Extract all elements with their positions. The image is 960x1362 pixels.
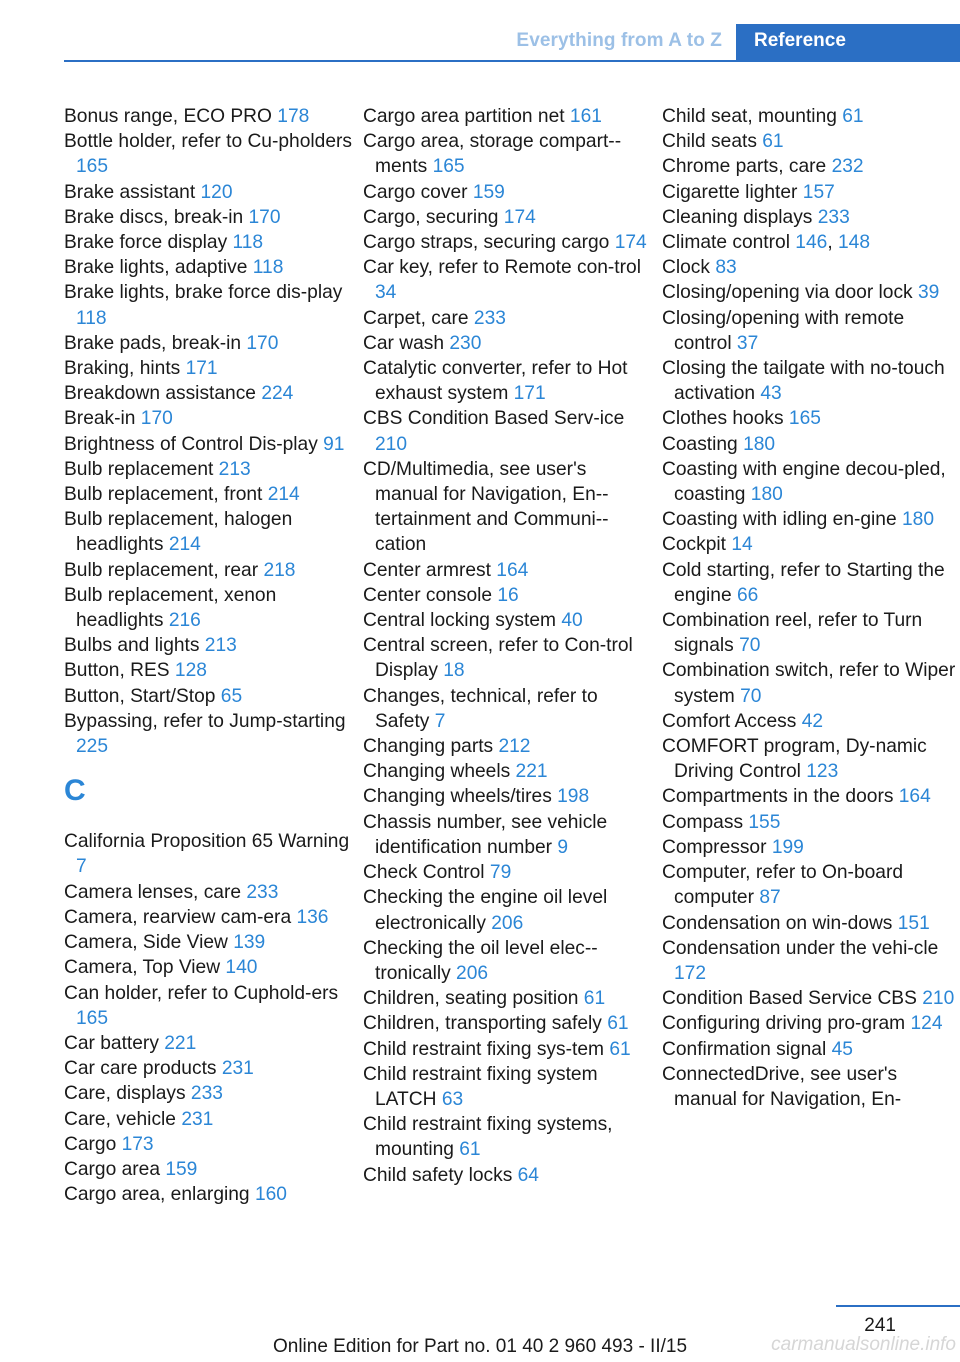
page-link[interactable]: 214 (168, 534, 201, 556)
index-entry (64, 633, 354, 658)
index-entry-text: Chassis number, see vehicle identification number (363, 811, 608, 858)
index-entry (64, 280, 354, 330)
page-link[interactable]: 178 (277, 106, 310, 127)
page-link[interactable]: 157 (802, 181, 835, 203)
index-entry (64, 1157, 354, 1182)
page-link[interactable]: 66 (736, 584, 759, 606)
index-entry (662, 1037, 958, 1062)
index-entry-text: Climate control (662, 232, 796, 254)
index-entry-text: Compass (662, 811, 749, 833)
index-entry (662, 1062, 958, 1112)
page-link[interactable]: 61 (607, 1013, 629, 1035)
page-link[interactable]: 9 (557, 836, 569, 858)
index-entry (662, 129, 958, 154)
index-entry-text: Camera, Side View (64, 932, 234, 954)
index-entry-text: Brightness of Control Dis‑play (64, 433, 324, 455)
page-link[interactable]: 118 (232, 232, 264, 254)
page-link[interactable]: 155 (748, 811, 781, 833)
page-link[interactable]: 43 (760, 383, 782, 405)
page-link[interactable]: 161 (569, 106, 602, 127)
page-link[interactable]: 171 (513, 383, 546, 405)
index-entry-text: Changes, technical, refer to Safety (363, 685, 598, 732)
index-entry-text: Computer, refer to On-board computer (662, 862, 904, 909)
index-entry-text: Bulb replacement, front (64, 484, 268, 506)
index-entry-text: Combination switch, refer to Wiper system (662, 660, 956, 707)
index-entry-text: Braking, hints (64, 358, 186, 380)
page-link[interactable]: 61 (583, 988, 606, 1010)
index-entry (64, 1107, 354, 1132)
index-entry-text: Child restraint fixing systems, mounting (363, 1114, 613, 1161)
index-entry-text: Changing wheels/tires (363, 786, 558, 808)
page-link[interactable]: 199 (771, 836, 804, 858)
index-entry (363, 860, 653, 885)
index-entry (363, 784, 653, 809)
index-entry (64, 381, 354, 406)
index-entry (363, 255, 653, 305)
index-entry-text: Configuring driving pro‑gram (662, 1013, 911, 1035)
page-link[interactable]: 79 (489, 862, 512, 884)
index-entry (363, 759, 653, 784)
index-entry (662, 558, 958, 608)
index-entry-text: CD/Multimedia, see user's manual for Navigation, En‑tertainment and Communi‑cation (363, 458, 609, 556)
index-entry-text: Brake discs, break-in (64, 206, 249, 228)
index-entry (662, 306, 958, 356)
page-link[interactable]: 14 (731, 534, 753, 556)
index-entry-text: California Proposition 65 Warning (64, 831, 350, 853)
page-link[interactable]: 171 (185, 358, 218, 380)
index-entry (662, 280, 958, 305)
index-entry (64, 930, 354, 955)
page-link[interactable]: 45 (831, 1038, 853, 1060)
index-entry (363, 129, 653, 179)
index-entry (662, 205, 958, 230)
page-link[interactable]: 233 (473, 307, 506, 329)
index-entry (363, 608, 653, 633)
index-entry-text: Bulb replacement, rear (64, 559, 264, 581)
index-entry (64, 205, 354, 230)
page-link[interactable]: 214 (267, 484, 300, 506)
index-entry (64, 180, 354, 205)
index-entry-text: Car care products (64, 1058, 222, 1080)
index-entry-text: Cleaning displays (662, 206, 818, 228)
index-entry-text: Compressor (662, 836, 772, 858)
index-entry (64, 129, 354, 179)
page-link[interactable]: 7 (76, 856, 87, 878)
index-entry-text: Cargo cover (363, 181, 473, 203)
page-link[interactable]: 216 (168, 610, 201, 632)
page-link[interactable]: 213 (204, 635, 237, 657)
index-entry-text: Care, displays (64, 1083, 191, 1105)
page-link[interactable]: 174 (614, 232, 647, 254)
page-link[interactable]: 164 (898, 786, 931, 808)
index-entry (64, 709, 354, 759)
index-entry-text: Cargo area partition net (363, 106, 570, 127)
page-link[interactable]: 232 (831, 156, 864, 178)
index-entry-text: Can holder, refer to Cuphold‑ers (64, 982, 339, 1004)
page-link[interactable]: 118 (76, 307, 107, 329)
index-entry-text: Closing the tailgate with no‑touch activation (662, 358, 945, 405)
index-entry-text: Confirmation signal (662, 1038, 832, 1060)
page-link[interactable]: 42 (801, 710, 824, 732)
index-entry-text: Comfort Access (662, 710, 802, 732)
index-entry-text: Catalytic converter, refer to Hot exhaust system (363, 358, 628, 405)
index-entry (662, 860, 958, 910)
page-link[interactable]: 224 (261, 383, 294, 405)
index-entry (662, 986, 958, 1011)
index-entry (64, 104, 354, 129)
page-link[interactable]: 233 (190, 1083, 223, 1105)
page-link[interactable]: 170 (140, 408, 173, 430)
page-link[interactable]: 70 (739, 635, 761, 657)
index-entry (662, 507, 958, 532)
index-entry-text: Child safety locks (363, 1164, 518, 1186)
index-entry (662, 104, 958, 129)
index-entry-text: Care, vehicle (64, 1108, 182, 1130)
page-link[interactable]: 139 (233, 932, 266, 954)
index-entry (363, 583, 653, 608)
index-entry-text: Child restraint fixing system LATCH (363, 1063, 598, 1110)
index-column-3 (662, 104, 958, 1112)
page-link[interactable]: 221 (515, 761, 548, 783)
index-entry-text: Central screen, refer to Con‑trol Display (363, 635, 633, 682)
index-entry-text: Cargo area, storage compart‑ments (363, 131, 622, 178)
index-entry-text: Brake lights, brake force dis‑play (64, 282, 343, 304)
index-entry (64, 1182, 354, 1207)
page-link[interactable]: 210 (375, 433, 408, 455)
index-entry-text: Brake lights, adaptive (64, 257, 253, 279)
index-entry (363, 1062, 653, 1112)
index-entry (662, 658, 958, 708)
index-entry-text: Closing/opening with remote control (662, 307, 905, 354)
index-entry (662, 457, 958, 507)
page-link[interactable]: 231 (181, 1108, 214, 1130)
page-link[interactable]: 173 (121, 1133, 154, 1155)
index-entry-text: Child seat, mounting (662, 106, 843, 127)
index-entry-text: Closing/opening via door lock (662, 282, 918, 304)
index-entry-text: Changing wheels (363, 761, 516, 783)
index-entry (363, 356, 653, 406)
header-section-title: Everything from A to Z (516, 30, 722, 51)
index-entry (662, 180, 958, 205)
page-link[interactable]: 180 (743, 433, 776, 455)
index-entry-text: Car key, refer to Remote con‑trol (363, 257, 641, 279)
index-entry-text: Cargo area, enlarging (64, 1184, 255, 1206)
index-entry-text: Bypassing, refer to Jump‑starting (64, 710, 346, 732)
watermark: carmanualsonline.info (771, 1334, 956, 1355)
index-entry (363, 558, 653, 583)
index-entry (363, 406, 653, 456)
index-entry (64, 356, 354, 381)
index-entry (662, 810, 958, 835)
index-entry (662, 356, 958, 406)
page-link[interactable]: 160 (254, 1184, 287, 1206)
page-link[interactable]: 61 (842, 106, 864, 127)
page-link[interactable]: 123 (806, 761, 839, 783)
header-tab-reference[interactable] (736, 24, 960, 61)
index-entry-text: Coasting with engine decou‑pled, coasting (662, 458, 946, 506)
index-entry (363, 457, 653, 558)
index-entry-text: Child seats (662, 131, 763, 153)
index-entry-text: COMFORT program, Dy‑namic Driving Control (662, 736, 927, 783)
page-link[interactable]: 206 (456, 962, 489, 984)
page-link[interactable]: 165 (76, 156, 109, 178)
index-entry-text: Children, seating position (363, 988, 584, 1010)
page-link[interactable]: 16 (497, 584, 519, 606)
index-entry-text: Button, RES (64, 660, 175, 682)
index-entry-text: Checking the engine oil level electronically (363, 887, 608, 934)
page-link[interactable]: 18 (443, 660, 465, 682)
page-link[interactable]: 61 (459, 1139, 481, 1161)
page-link[interactable]: 206 (491, 912, 524, 934)
index-entry (64, 684, 354, 709)
page-number: 241 (864, 1315, 896, 1336)
index-entry (363, 633, 653, 683)
page-link[interactable]: 34 (375, 282, 397, 304)
index-entry-text: ConnectedDrive, see user's manual for Navigation, En‑ (662, 1063, 902, 1110)
page-link[interactable]: 233 (817, 206, 850, 228)
index-letter-heading: C (64, 774, 86, 808)
index-entry (662, 835, 958, 860)
index-entry-text: Condensation under the vehi‑cle (662, 937, 939, 959)
index-entry (64, 482, 354, 507)
index-entry-text: Changing parts (363, 736, 499, 758)
page-link[interactable]: 164 (496, 559, 529, 581)
index-entry (64, 905, 354, 930)
index-entry-text: Button, Start/Stop (64, 685, 221, 707)
page-link[interactable]: 118 (252, 257, 284, 279)
header-tab-label: Reference (754, 30, 846, 51)
index-entry-text: Children, transporting safely (363, 1013, 608, 1035)
index-entry: Climate control 146, 148 (662, 232, 870, 254)
index-entry (64, 457, 354, 482)
index-entry-text: Breakdown assistance (64, 383, 262, 405)
index-entry (64, 1132, 354, 1157)
page-link[interactable]: 146 (795, 232, 828, 254)
index-entry (64, 1056, 354, 1081)
index-entry-text: Bulb replacement, xenon headlights (64, 584, 277, 632)
index-entry (363, 180, 653, 205)
index-entry (662, 734, 958, 784)
page-link[interactable]: 159 (472, 181, 505, 203)
index-entry (64, 255, 354, 280)
index-entry-text: CBS Condition Based Serv‑ice (363, 408, 625, 430)
index-entry-text: Center console (363, 584, 498, 606)
index-entry (64, 558, 354, 583)
page-link[interactable]: 165 (76, 1007, 109, 1029)
page-link[interactable]: 140 (225, 957, 258, 979)
page-link[interactable]: 225 (76, 736, 109, 758)
page-link[interactable]: 120 (200, 181, 233, 203)
page-link[interactable]: 39 (918, 282, 940, 304)
index-entry-text: Brake force display (64, 232, 233, 254)
index-entry-text: Coasting (662, 433, 744, 455)
index-entry-text: Car battery (64, 1032, 165, 1054)
index-entry-text: Chrome parts, care (662, 156, 832, 178)
page-link[interactable]: 170 (248, 206, 281, 228)
index-entry-text: Checking the oil level elec‑tronically (363, 937, 598, 984)
page-link[interactable]: 64 (517, 1164, 539, 1186)
index-entry (662, 532, 958, 557)
index-entry (64, 1081, 354, 1106)
index-entry (662, 911, 958, 936)
index-entry (64, 230, 354, 255)
index-entry (64, 1031, 354, 1056)
page-link[interactable]: 180 (901, 509, 934, 531)
index-entry (363, 230, 653, 255)
index-entry-text: Bulb replacement, halogen headlights (64, 509, 293, 556)
index-entry (363, 1037, 653, 1062)
index-entry (363, 885, 653, 935)
index-entry (363, 331, 653, 356)
index-entry-text: Cockpit (662, 534, 732, 556)
index-entry-text: Bonus range, ECO PRO (64, 106, 278, 127)
index-entry (662, 709, 958, 734)
page-link[interactable]: 61 (762, 131, 784, 153)
index-entry (363, 936, 653, 986)
page-link[interactable]: 172 (674, 962, 707, 984)
page-link[interactable]: 37 (736, 332, 759, 354)
index-entry (64, 331, 354, 356)
index-entry (64, 406, 354, 431)
index-entry (64, 658, 354, 683)
index-entry-text: Car wash (363, 332, 450, 354)
page-link[interactable]: 124 (910, 1013, 943, 1035)
index-entry (662, 406, 958, 431)
page-link[interactable]: 174 (503, 206, 536, 228)
page-link[interactable]: 87 (759, 887, 781, 909)
page-link[interactable]: 221 (164, 1032, 197, 1054)
index-entry (662, 432, 958, 457)
index-entry-text: Bulbs and lights (64, 635, 205, 657)
page-link[interactable]: 65 (220, 685, 243, 707)
page-link[interactable]: 230 (449, 332, 482, 354)
index-entry (363, 1112, 653, 1162)
index-entry-text: Clock (662, 257, 716, 279)
index-entry-text: Compartments in the doors (662, 786, 899, 808)
page-link[interactable]: 148 (837, 232, 870, 254)
index-entry-text: Cold starting, refer to Starting the engine (662, 559, 945, 606)
index-entry-text: Cargo (64, 1133, 122, 1155)
index-entry-text: Center armrest (363, 559, 497, 581)
index-entry (64, 829, 354, 879)
index-entry-text: Carpet, care (363, 307, 474, 329)
index-entry (363, 1011, 653, 1036)
index-entry (363, 986, 653, 1011)
footer-rule (836, 1305, 960, 1307)
page-link[interactable]: 170 (246, 332, 279, 354)
index-entry-text: Brake pads, break-in (64, 332, 247, 354)
page-link[interactable]: 151 (897, 912, 930, 934)
page-link[interactable]: 165 (432, 156, 465, 178)
index-entry-text: Central locking system (363, 610, 562, 632)
index-entry-text: Child restraint fixing sys‑tem (363, 1038, 610, 1060)
index-entry-text: Check Control (363, 862, 490, 884)
index-column-1 (64, 104, 354, 1207)
page-link[interactable]: 198 (557, 786, 590, 808)
index-entry-text: Condensation on win‑dows (662, 912, 898, 934)
index-entry-text: Camera lenses, care (64, 881, 247, 903)
index-entry-text: Cargo, securing (363, 206, 504, 228)
index-entry (363, 810, 653, 860)
page-link[interactable]: 210 (922, 988, 955, 1010)
index-entry (363, 1163, 653, 1188)
index-entry-text: Camera, rearview cam‑era (64, 906, 297, 928)
index-entry-text: Cargo area (64, 1158, 166, 1180)
index-entry (662, 255, 958, 280)
index-entry (363, 306, 653, 331)
index-entry (662, 936, 958, 986)
page-link[interactable]: 136 (296, 906, 329, 928)
page-link[interactable]: 40 (561, 610, 583, 632)
index-entry-text: Bulb replacement (64, 458, 219, 480)
page-link[interactable]: 128 (174, 660, 207, 682)
index-entry (363, 205, 653, 230)
index-column-2 (363, 104, 653, 1188)
page-link[interactable]: 231 (221, 1058, 254, 1080)
index-entry (662, 784, 958, 809)
index-entry-text: Camera, Top View (64, 957, 226, 979)
page-link[interactable]: 83 (715, 257, 737, 279)
index-entry (64, 583, 354, 633)
index-entry (662, 1011, 958, 1036)
index-entry-text: Cigarette lighter (662, 181, 803, 203)
index-entry-text: Bottle holder, refer to Cu‑pholders (64, 131, 352, 153)
page-link[interactable]: 212 (498, 736, 531, 758)
index-entry-text: Clothes hooks (662, 408, 789, 430)
page-link[interactable]: 180 (750, 484, 783, 506)
index-entry-text: Coasting with idling en‑gine (662, 509, 902, 531)
index-entry-text: Cargo straps, securing cargo (363, 232, 615, 254)
page-link[interactable]: 159 (165, 1158, 198, 1180)
index-entry (64, 507, 354, 557)
page-link[interactable]: 7 (434, 710, 446, 732)
index-entry (64, 432, 354, 457)
index-entry (363, 104, 653, 129)
edition-footer: Online Edition for Part no. 01 40 2 960 493 - II/15 (272, 1336, 688, 1357)
index-entry (64, 981, 354, 1031)
page-link[interactable]: 233 (246, 881, 279, 903)
index-entry (64, 880, 354, 905)
page-link[interactable]: 63 (441, 1088, 464, 1110)
page-link[interactable]: 213 (218, 458, 251, 480)
index-entry (363, 734, 653, 759)
page-link[interactable]: 165 (788, 408, 821, 430)
index-entry-text: Combination reel, refer to Turn signals (662, 610, 923, 657)
page-link[interactable]: 91 (323, 433, 345, 455)
page-link[interactable]: 70 (740, 685, 762, 707)
index-entry (662, 608, 958, 658)
index-entry-text: Break-in (64, 408, 141, 430)
page-link[interactable]: 61 (609, 1038, 631, 1060)
index-entry (662, 154, 958, 179)
page-link[interactable]: 218 (263, 559, 296, 581)
index-entry-text: Brake assistant (64, 181, 201, 203)
index-entry (64, 955, 354, 980)
index-entry-text: Condition Based Service CBS (662, 988, 923, 1010)
index-entry (363, 684, 653, 734)
